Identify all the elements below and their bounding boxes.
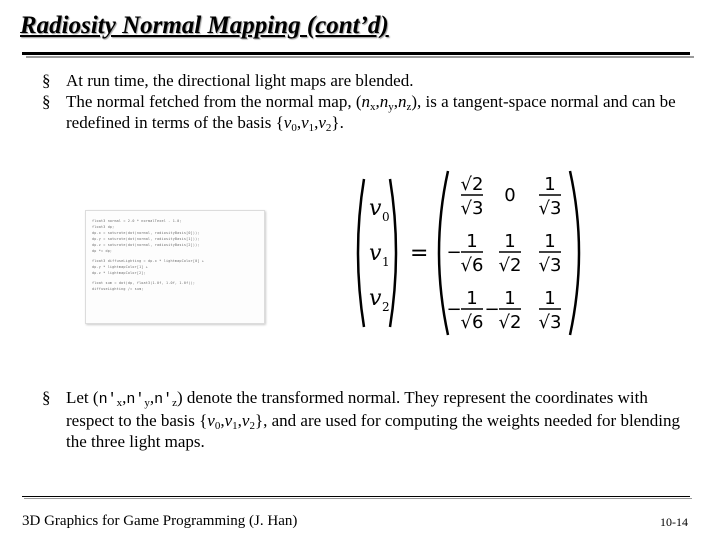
matrix-cell-numerator: 1 (466, 231, 478, 252)
code-snippet-image: float3 normal = 2.0 * normalTexel - 1.0; float3 dp; dp.x = saturate(dot(normal, radiosityBasis[0])); dp.y = saturate(dot(normal, radiosityBasis[1])); dp.z = saturate(dot(normal, radiosityBasis[2])); dp *= dp; float3 diffuseLighting = dp.x * lightmapColor[0] + dp.y * lightmapColor[1] + dp.z * lightmapColor[2]; float sum = dot(dp, float3(1.0f, 1.0f, 1.0f)); diffuseLighting /= sum; (85, 210, 265, 324)
bullet-1-text: At run time, the directional light maps are blended. (66, 71, 414, 90)
matrix-cell-denominator: √3 (538, 255, 562, 276)
lhs-sub: 2 (382, 300, 390, 314)
footer-page-number: 10-14 (660, 515, 688, 529)
lhs-sub: 0 (382, 210, 390, 224)
bullet-item (42, 70, 697, 91)
matrix-cell-denominator: √6 (460, 255, 484, 276)
matrix-cell-numerator: √2 (460, 174, 484, 195)
lhs-var: v (369, 286, 382, 311)
lhs-var: v (369, 196, 382, 221)
matrix-cell-numerator: 1 (544, 288, 556, 309)
matrix-cell-numerator: 1 (504, 288, 516, 309)
right-paren-lhs (390, 179, 396, 327)
bullet-2-text: The normal fetched from the normal map, $(n_x,n_y,n_z)$, is a tangent-space normal and can be redefined in terms of the basis $\{v_0,v_1,v_2\}$. (66, 92, 676, 134)
footer-rule-shadow (24, 498, 692, 499)
lhs-sub: 1 (382, 255, 390, 269)
matrix-cell-numerator: 1 (544, 231, 556, 252)
matrix-cell-sign: − (446, 242, 462, 263)
footer-course-title: 3D Graphics for Game Programming (J. Han) (22, 513, 298, 529)
matrix-cell-numerator: 1 (466, 288, 478, 309)
lhs-var: v (369, 241, 382, 266)
bullet-marker: § (42, 388, 51, 407)
title-rule-shadow (26, 56, 694, 58)
matrix-cell-numerator: 1 (504, 231, 516, 252)
bullet-list-top (42, 70, 697, 133)
matrix-cell-denominator: √3 (460, 198, 484, 219)
matrix-cell-value: 0 (504, 185, 516, 206)
slide-title: Radiosity Normal Mapping (cont’d) (20, 12, 389, 39)
bullet-list-bottom (42, 387, 697, 452)
bullet-item (42, 91, 697, 133)
equals-sign: = (410, 241, 429, 266)
matrix-cell-denominator: √2 (498, 255, 522, 276)
title-rule (22, 52, 690, 55)
left-paren-lhs (358, 179, 364, 327)
matrix-cell-sign: − (446, 299, 462, 320)
matrix-cell-denominator: √6 (460, 312, 484, 333)
right-paren-matrix (570, 171, 579, 335)
bullet-3-text: Let $(n'_x,n'_y,n'_z)$ denote the transformed normal. They represent the coordinates with respect to the basis $\{v_0,v_1,v_2\}$, and are used for computing the weights needed for blending the three light maps. (66, 388, 680, 451)
matrix-cell-denominator: √3 (538, 198, 562, 219)
matrix-cell-denominator: √3 (538, 312, 562, 333)
footer-rule (22, 496, 690, 497)
matrix-cell-numerator: 1 (544, 174, 556, 195)
basis-matrix-equation (350, 165, 590, 340)
matrix-cell-denominator: √2 (498, 312, 522, 333)
bullet-item (42, 387, 697, 452)
bullet-marker: § (42, 71, 51, 90)
matrix-cell-sign: − (484, 299, 500, 320)
bullet-marker: § (42, 92, 51, 111)
